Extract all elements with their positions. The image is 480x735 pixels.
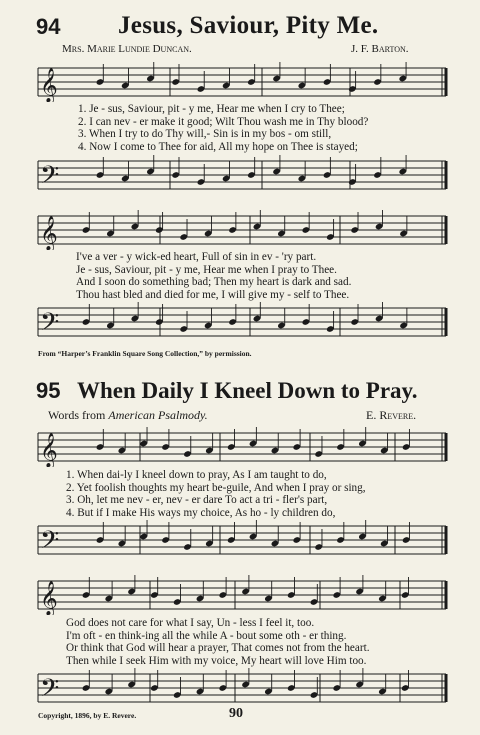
hymn-95-title: When Daily I Kneel Down to Pray. <box>77 378 418 403</box>
hymn-94-staff-2-treble <box>0 210 480 250</box>
verse-line: 4. But if I make His ways my choice, As ho - ly children do, <box>66 506 336 519</box>
final-bar-thick <box>445 161 448 189</box>
final-bar-thick <box>445 674 448 702</box>
clef-icon: 𝄞 <box>40 216 58 250</box>
hymn-94-verses-line-2 <box>76 251 351 301</box>
verse-line: Then while I seek Him with my voice, My heart will love Him too. <box>66 654 367 667</box>
hymn-94-staff-2-bass <box>0 302 480 342</box>
hymn-94-number: 94 <box>36 14 61 39</box>
verse-line: 4. Now I come to Thee for aid, All my hope on Thee is stayed; <box>78 140 358 153</box>
clef-icon: 𝄢 <box>40 526 60 560</box>
hymn-94-music-credit: J. F. Barton. <box>351 43 409 55</box>
page-number: 90 <box>229 706 243 721</box>
hymn-95-staff-2-treble <box>0 575 480 615</box>
hymn-95-music-credit: E. Revere. <box>366 408 417 422</box>
hymn-95-copyright: Copyright, 1896, by E. Revere. <box>38 711 137 720</box>
verse-line: I've a ver - y wick-ed heart, Full of sin in ev - 'ry part. <box>76 251 317 263</box>
verse-line: Or think that God will hear a prayer, That comes not from the heart. <box>66 642 370 655</box>
hymn-94-verses-line-1 <box>78 103 368 153</box>
words-prefix: Words from <box>48 408 109 422</box>
verse-line: Thou hast bled and died for me, I will give my - self to Thee. <box>76 288 350 301</box>
clef-icon: 𝄢 <box>40 161 60 195</box>
verse-line: God does not care for what I say, Un - less I feel it, too. <box>66 617 315 629</box>
verse-line: 3. Oh, let me nev - er, nev - er dare To act a tri - fler's part, <box>66 494 328 507</box>
final-bar-thick <box>445 68 448 96</box>
clef-icon: 𝄢 <box>40 308 60 342</box>
final-bar-thick <box>445 526 448 554</box>
clef-icon: 𝄞 <box>40 433 58 467</box>
clef-icon: 𝄞 <box>40 581 58 615</box>
clef-icon: 𝄞 <box>40 68 58 102</box>
hymn-95-words-credit <box>48 408 208 423</box>
words-source: American Psalmody. <box>108 408 208 422</box>
final-bar-thick <box>445 308 448 336</box>
verse-line: 3. When I try to do Thy will,- Sin is in my bos - om still, <box>78 128 332 141</box>
hymn-94-permission-note: From “Harper’s Franklin Square Song Collection,” by permission. <box>38 349 252 358</box>
verse-line: 1. Je - sus, Saviour, pit - y me, Hear me when I cry to Thee; <box>78 103 345 115</box>
hymn-95-staff-1-bass <box>0 520 480 560</box>
final-bar-thick <box>445 216 448 244</box>
hymn-95-verses-line-2 <box>66 617 370 667</box>
verse-line: Je - sus, Saviour, pit - y me, Hear me when I pray to Thee. <box>76 263 337 276</box>
hymn-95-staff-1-treble <box>0 427 480 467</box>
hymn-94-title: Jesus, Saviour, Pity Me. <box>118 12 379 39</box>
clef-icon: 𝄢 <box>40 674 60 708</box>
hymn-95-staff-2-bass <box>0 668 480 708</box>
verse-line: And I soon do something bad; Then my heart is dark and sad. <box>76 276 352 289</box>
verse-line: 2. I can nev - er make it good; Wilt Thou wash me in Thy blood? <box>78 115 369 128</box>
verse-line: I'm oft - en think-ing all the while A - bout some oth - er thing. <box>66 629 347 642</box>
verse-line: 1. When dai-ly I kneel down to pray, As I am taught to do, <box>66 469 327 481</box>
hymn-95-number: 95 <box>36 378 61 403</box>
hymn-94-staff-1-treble <box>0 62 480 102</box>
hymn-95-verses-line-1 <box>66 469 366 519</box>
hymn-94-words-credit: Mrs. Marie Lundie Duncan. <box>62 43 192 55</box>
hymn-94-staff-1-bass <box>0 155 480 195</box>
verse-line: 2. Yet foolish thoughts my heart be-guile, And when I pray or sing, <box>66 481 366 494</box>
final-bar-thick <box>445 581 448 609</box>
final-bar-thick <box>445 433 448 461</box>
